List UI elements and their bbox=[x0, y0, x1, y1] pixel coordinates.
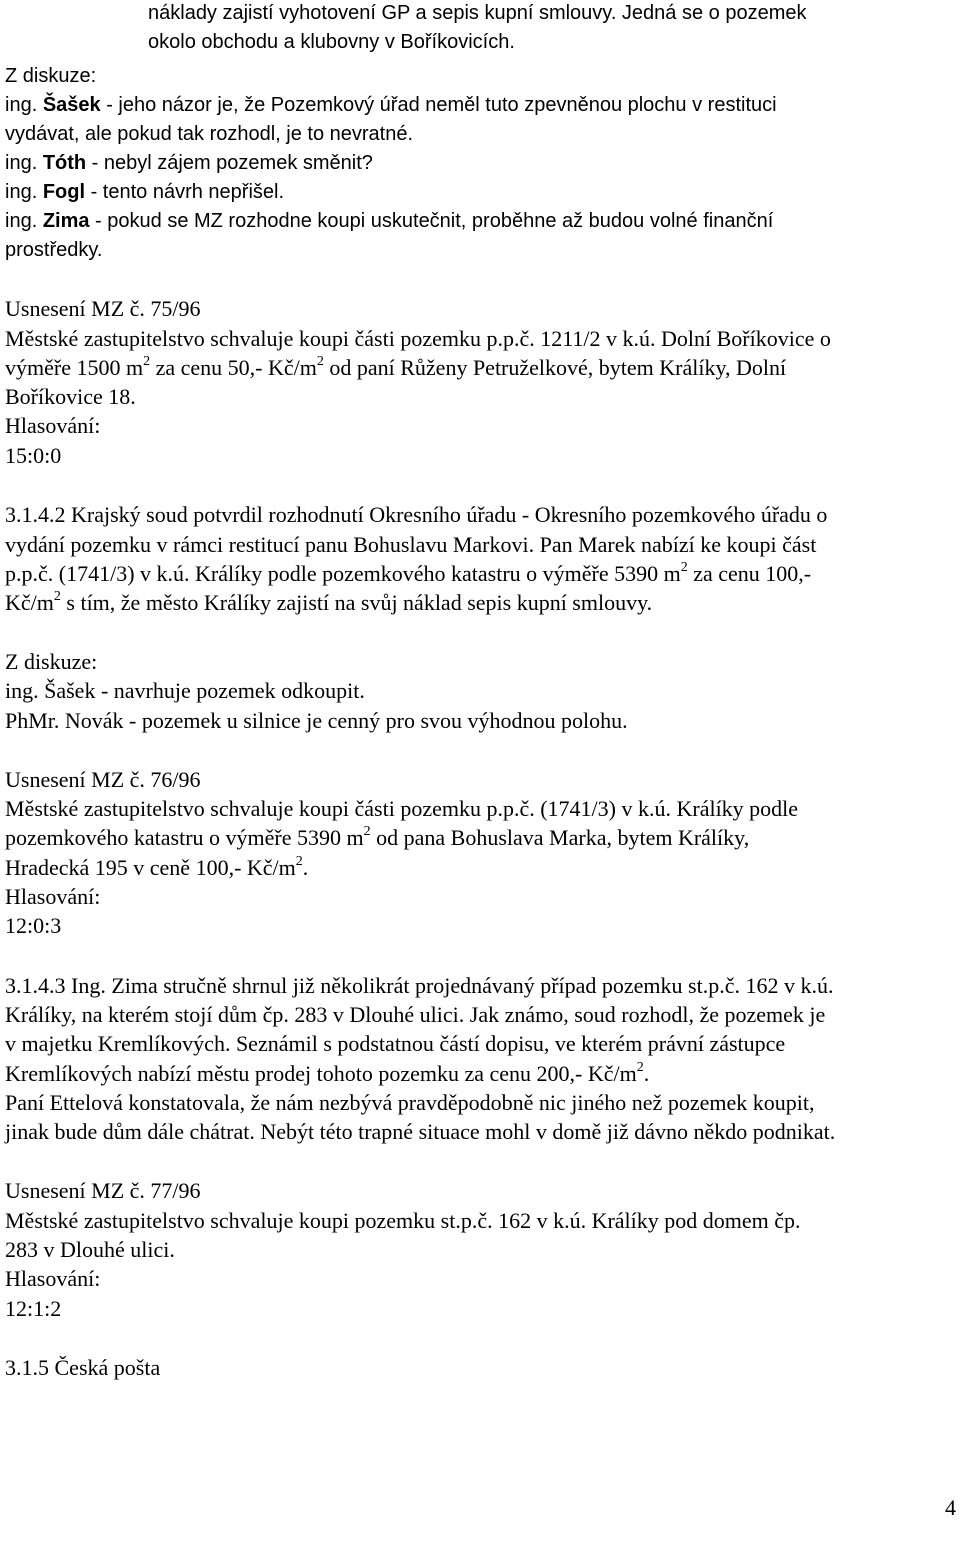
speaker-prefix: ing. bbox=[5, 210, 43, 232]
resolution-77-line-1: Městské zastupitelstvo schvaluje koupi pozemku st.p.č. 162 v k.ú. Králíky pod domem čp. bbox=[5, 1208, 801, 1233]
discussion-1-item-sasek bbox=[5, 91, 777, 120]
section-3143-line-3: v majetku Kremlíkových. Seznámil s podstatnou částí dopisu, ve kterém právní zástupce bbox=[5, 1031, 786, 1056]
speaker-text: - jeho názor je, že Pozemkový úřad neměl tuto zpevněnou plochu v restituci bbox=[100, 94, 777, 116]
speaker-text: - pokud se MZ rozhodne koupi uskutečnit, proběhne až budou volné finanční bbox=[89, 210, 774, 232]
discussion-1-item-zima-cont: prostředky. bbox=[5, 239, 103, 261]
text-run: p.p.č. (1741/3) v k.ú. Králíky podle pozemkového katastru o výměře 5390 m bbox=[5, 561, 681, 586]
text-run: za cenu 50,- Kč/m bbox=[150, 355, 317, 380]
resolution-77-vote-result: 12:1:2 bbox=[5, 1296, 62, 1321]
speaker-name: Šašek bbox=[42, 94, 101, 116]
resolution-75-vote-result: 15:0:0 bbox=[5, 443, 62, 468]
discussion-1-item-sasek-cont: vydávat, ale pokud tak rozhodl, je to nevratné. bbox=[5, 123, 414, 145]
resolution-76-title: Usnesení MZ č. 76/96 bbox=[5, 767, 201, 792]
speaker-name: Fogl bbox=[42, 181, 86, 203]
superscript: 2 bbox=[316, 353, 324, 369]
resolution-75-line-3: Boříkovice 18. bbox=[5, 384, 136, 409]
discussion-1-item-zima bbox=[5, 207, 773, 236]
section-3142-line-4 bbox=[5, 588, 652, 617]
text-run: s tím, že město Králíky zajistí na svůj náklad sepis kupní smlouvy. bbox=[60, 590, 653, 615]
section-3-1-5-heading: 3.1.5 Česká pošta bbox=[5, 1355, 161, 1380]
resolution-76-vote-label: Hlasování: bbox=[5, 884, 101, 909]
discussion-2-heading: Z diskuze: bbox=[5, 649, 98, 674]
superscript: 2 bbox=[295, 853, 303, 869]
resolution-76-line-1: Městské zastupitelstvo schvaluje koupi části pozemku p.p.č. (1741/3) v k.ú. Králíky podle bbox=[5, 796, 799, 821]
section-3143-line-4 bbox=[5, 1059, 649, 1088]
section-3142-line-1: 3.1.4.2 Krajský soud potvrdil rozhodnutí Okresního úřadu - Okresního pozemkového úřadu o bbox=[5, 502, 828, 527]
resolution-75-title: Usnesení MZ č. 75/96 bbox=[5, 296, 201, 321]
intro-line-2: okolo obchodu a klubovny v Boříkovicích. bbox=[148, 31, 515, 53]
text-run: . bbox=[302, 855, 309, 880]
speaker-text: - tento návrh nepřišel. bbox=[85, 181, 285, 203]
resolution-77-line-2: 283 v Dlouhé ulici. bbox=[5, 1237, 175, 1262]
text-run: . bbox=[643, 1061, 650, 1086]
speaker-text: - nebyl zájem pozemek směnit? bbox=[86, 152, 373, 174]
section-3143-line-5: Paní Ettelová konstatovala, že nám nezbývá pravděpodobně nic jiného než pozemek koupit, bbox=[5, 1090, 815, 1115]
text-run: od pana Bohuslava Marka, bytem Králíky, bbox=[370, 825, 750, 850]
section-3143-line-6: jinak bude dům dále chátrat. Nebýt této trapné situace mohl v domě již dávno někdo podnikat. bbox=[5, 1119, 836, 1144]
superscript: 2 bbox=[53, 588, 61, 604]
text-run: Kremlíkových nabízí městu prodej tohoto pozemku za cenu 200,- Kč/m bbox=[5, 1061, 637, 1086]
speaker-name: Tóth bbox=[42, 152, 87, 174]
text-run: výměře 1500 m bbox=[5, 355, 144, 380]
text-run: Hradecká 195 v ceně 100,- Kč/m bbox=[5, 855, 296, 880]
discussion-2-line-2: PhMr. Novák - pozemek u silnice je cenný pro svou výhodnou polohu. bbox=[5, 708, 628, 733]
superscript: 2 bbox=[636, 1059, 644, 1075]
section-3142-line-3 bbox=[5, 559, 811, 588]
resolution-75-line-2 bbox=[5, 353, 786, 382]
speaker-name: Zima bbox=[42, 210, 90, 232]
speaker-prefix: ing. bbox=[5, 94, 43, 116]
superscript: 2 bbox=[680, 559, 688, 575]
discussion-1-item-toth bbox=[5, 149, 373, 178]
speaker-prefix: ing. bbox=[5, 152, 43, 174]
resolution-76-line-2 bbox=[5, 823, 749, 852]
superscript: 2 bbox=[363, 823, 371, 839]
section-3142-line-2: vydání pozemku v rámci restitucí panu Bohuslavu Markovi. Pan Marek nabízí ke koupi část bbox=[5, 532, 817, 557]
intro-line-1: náklady zajistí vyhotovení GP a sepis kupní smlouvy. Jedná se o pozemek bbox=[148, 2, 807, 24]
page-number: 4 bbox=[945, 1495, 956, 1520]
resolution-75-vote-label: Hlasování: bbox=[5, 413, 101, 438]
section-3143-line-1: 3.1.4.3 Ing. Zima stručně shrnul již několikrát projednávaný případ pozemku st.p.č. 162 v k.ú. bbox=[5, 973, 834, 998]
resolution-76-line-3 bbox=[5, 853, 308, 882]
text-run: Kč/m bbox=[5, 590, 54, 615]
discussion-1-item-fogl bbox=[5, 178, 284, 207]
section-3143-line-2: Králíky, na kterém stojí dům čp. 283 v Dlouhé ulici. Jak známo, soud rozhodl, že pozemek je bbox=[5, 1002, 826, 1027]
speaker-prefix: ing. bbox=[5, 181, 43, 203]
discussion-2-line-1: ing. Šašek - navrhuje pozemek odkoupit. bbox=[5, 678, 365, 703]
resolution-76-vote-result: 12:0:3 bbox=[5, 913, 62, 938]
text-run: od paní Růženy Petruželkové, bytem Králíky, Dolní bbox=[323, 355, 787, 380]
resolution-75-line-1: Městské zastupitelstvo schvaluje koupi části pozemku p.p.č. 1211/2 v k.ú. Dolní Boříkovice o bbox=[5, 326, 831, 351]
resolution-77-title: Usnesení MZ č. 77/96 bbox=[5, 1178, 201, 1203]
text-run: za cenu 100,- bbox=[687, 561, 812, 586]
discussion-1-heading: Z diskuze: bbox=[5, 65, 97, 87]
text-run: pozemkového katastru o výměře 5390 m bbox=[5, 825, 364, 850]
superscript: 2 bbox=[143, 353, 151, 369]
resolution-77-vote-label: Hlasování: bbox=[5, 1266, 101, 1291]
